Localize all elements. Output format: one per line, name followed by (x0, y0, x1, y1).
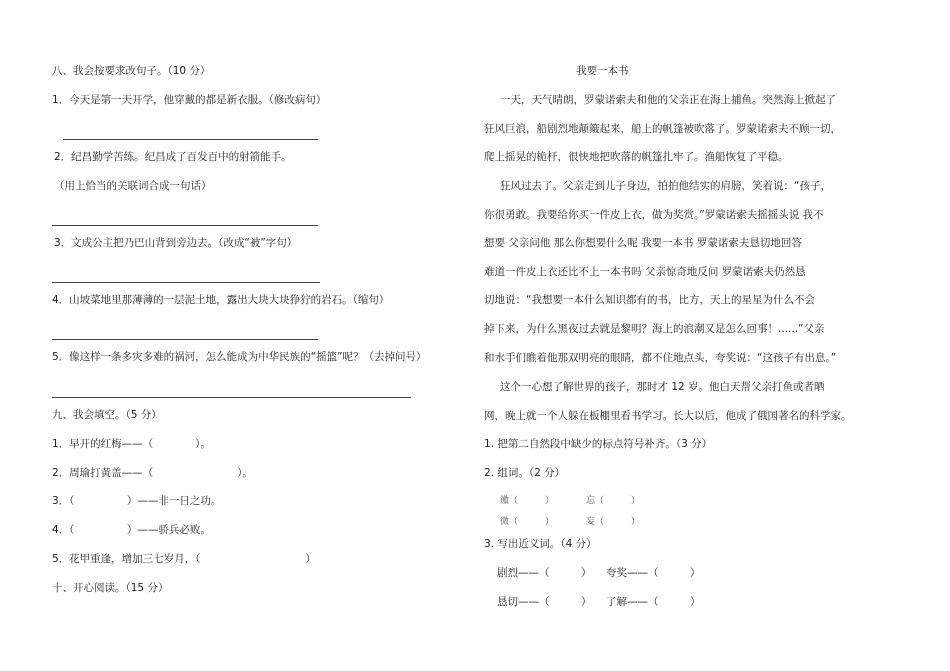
passage-title: 我要一本书 (576, 65, 629, 77)
question-2: 2．纪昌勤学苦练。纪昌成了百发百中的射箭能手。 (54, 151, 292, 163)
synonym-blank[interactable]: 恳切——（ ） (497, 596, 592, 608)
reading-question-3: 3. 写出近义词。（4 分） (484, 538, 597, 550)
word-group-blank[interactable]: 微（ ） (500, 517, 555, 527)
reading-question-1: 1. 把第二自然段中缺少的标点符号补齐。（3 分） (484, 438, 713, 450)
passage-line: 掉下来，为什么黑夜过去就是黎明？海上的浪潮又是怎么回事！......”父亲 (484, 323, 825, 335)
fill-4[interactable]: 4．（ ）——骄兵必败。 (52, 524, 211, 536)
question-2-instruction: （用上恰当的关联词合成一句话） (54, 180, 212, 192)
passage-line: 切地说：“我想要一本什么知识都有的书，比方，天上的星星为什么不会 (484, 294, 815, 306)
passage-line: 想要 父亲问他 那么你想要什么呢 我要一本书 罗蒙诺索夫恳切地回答 (484, 237, 802, 249)
passage-line: 爬上摇晃的桅杆，很快地把吹落的帆篷扎牢了。渔船恢复了平稳。 (484, 151, 789, 163)
word-group-blank[interactable]: 妄（ ） (586, 517, 641, 527)
question-1: 1．今天是第一天开学，他穿戴的都是新衣服。（修改病句） (52, 94, 327, 106)
section-9-title: 九、我会填空。（5 分） (52, 409, 162, 421)
question-4: 4．山坡菜地里那薄薄的一层泥土地，露出大块大块狰狞的岩石。（缩句） (52, 294, 390, 306)
word-group-blank[interactable]: 徽（ ） (500, 496, 555, 506)
passage-line: 难道一件皮上衣还比不上一本书吗 父亲惊奇地反问 罗蒙诺索夫仍然恳 (484, 266, 806, 278)
synonym-blank[interactable]: 夸奖——（ ） (606, 567, 701, 579)
fill-1[interactable]: 1．早开的红梅——（ ）。 (52, 438, 211, 450)
fill-3[interactable]: 3．（ ）——非一日之功。 (52, 495, 222, 507)
section-8-title: 八、我会按要求改句子。（10 分） (52, 65, 211, 77)
passage-line: 这个一心想了解世界的孩子，那时才 12 岁。他白天帮父亲打鱼或者晒 (500, 381, 825, 393)
word-group-blank[interactable]: 忘（ ） (586, 496, 641, 506)
passage-line: 狂风过去了。父亲走到儿子身边，拍拍他结实的肩膀，笑着说：“孩子， (500, 180, 831, 192)
answer-line-1[interactable] (63, 139, 318, 140)
section-10-title: 十、开心阅读。（15 分） (52, 582, 169, 594)
synonym-blank[interactable]: 剧烈——（ ） (497, 567, 592, 579)
answer-line-4[interactable] (52, 339, 318, 340)
passage-line: 网，晚上就一个人躲在板棚里看书学习。长大以后，他成了俄国著名的科学家。 (484, 410, 852, 422)
synonym-blank[interactable]: 了解——（ ） (606, 596, 701, 608)
passage-line: 一天，天气晴朗，罗蒙诺索夫和他的父亲正在海上捕鱼。突然海上掀起了 (500, 94, 836, 106)
passage-line: 和水手们瞧着他那双明亮的眼睛，都不住地点头，夸奖说：“这孩子有出息。” (484, 352, 837, 364)
fill-2[interactable]: 2．周瑜打黄盖——（ ）。 (52, 467, 253, 479)
reading-question-2: 2. 组词。（2 分） (484, 467, 566, 479)
passage-line: 狂风巨浪，船剧烈地颠簸起来，船上的帆篷被吹落了。罗蒙诺索夫不顾一切， (484, 123, 841, 135)
question-5: 5．像这样一条多灾多难的祸河，怎么能成为中华民族的“摇篮”呢？（去掉问号） (52, 351, 427, 363)
answer-line-5[interactable] (52, 397, 411, 398)
fill-5[interactable]: 5．花甲重逢，增加三七岁月，（ ） (52, 553, 316, 565)
answer-line-2[interactable] (52, 225, 318, 226)
passage-line: 你很勇敢。我要给你买一件皮上衣，做为奖赏。”罗蒙诺索夫摇摇头说 我不 (484, 209, 824, 221)
question-3: 3．文成公主把乃巴山背到旁边去。（改成“被”字句） (54, 237, 298, 249)
answer-line-3[interactable] (52, 282, 320, 283)
